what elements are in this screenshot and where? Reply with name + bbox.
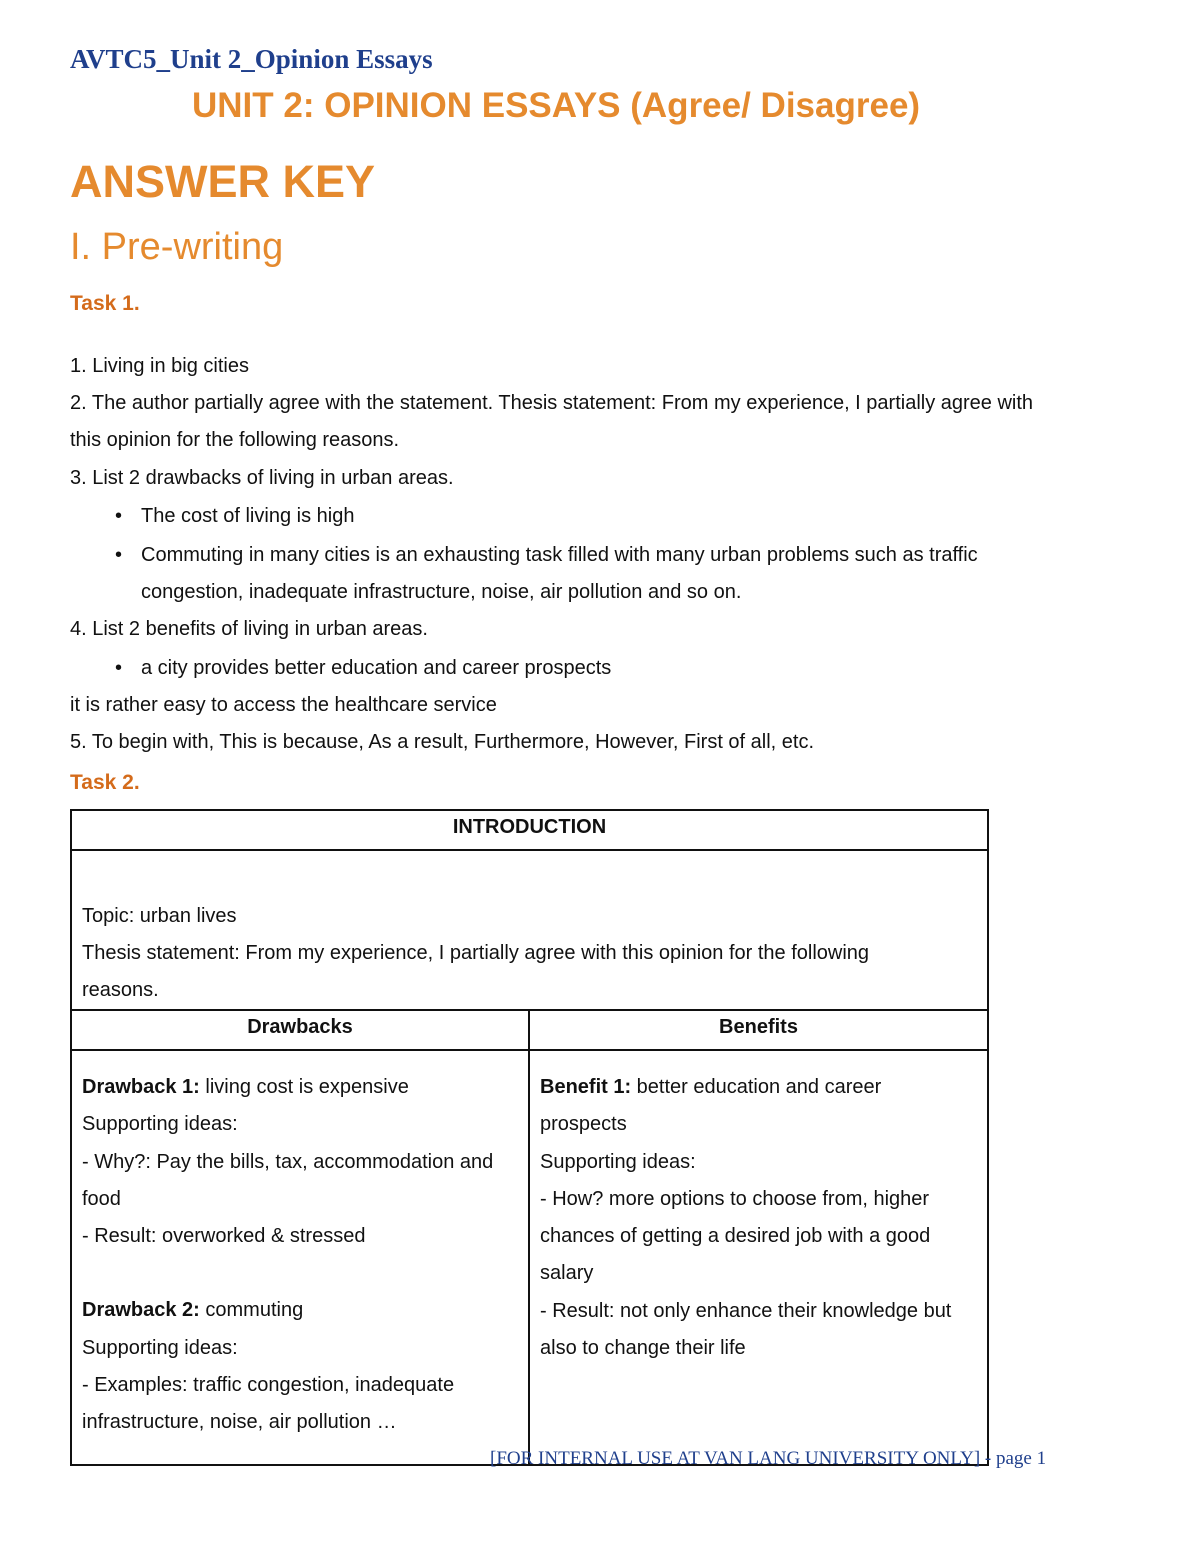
benefit-plain: it is rather easy to access the healthcare service xyxy=(70,694,497,716)
page-footer: [FOR INTERNAL USE AT VAN LANG UNIVERSITY ONLY] - page 1 xyxy=(490,1448,1047,1469)
benefit1-support: Supporting ideas: xyxy=(540,1150,696,1173)
drawback2-label: Drawback 2: xyxy=(82,1299,200,1322)
task1-item2a: 2. The author partially agree with the statement. Thesis statement: From my experience, I partially agree with xyxy=(70,392,1034,414)
unit-title: UNIT 2: OPINION ESSAYS (Agree/ Disagree) xyxy=(192,86,921,125)
benefit-bullet: a city provides better education and career prospects xyxy=(141,657,612,679)
task2-label: Task 2. xyxy=(70,771,140,794)
introduction-body xyxy=(71,850,988,1010)
drawback2-examples: - Examples: traffic congestion, inadequate infrastructure, noise, air pollution … xyxy=(82,1374,455,1434)
drawback2-text: commuting xyxy=(199,1299,304,1322)
benefit1-result: - Result: not only enhance their knowledge but also to change their life xyxy=(540,1299,952,1360)
bullet-dot: • xyxy=(115,657,123,679)
drawback1-label: Drawback 1: xyxy=(82,1076,200,1098)
outline-table xyxy=(70,809,989,1466)
task1-label: Task 1. xyxy=(70,292,140,315)
drawbacks-header: Drawbacks xyxy=(71,1010,529,1050)
drawback2-support: Supporting ideas: xyxy=(82,1336,238,1359)
drawback1-support: Supporting ideas: xyxy=(82,1113,238,1136)
section-heading: I. Pre-writing xyxy=(70,226,284,268)
bullet-dot: • xyxy=(115,544,123,566)
answer-key-heading: ANSWER KEY xyxy=(70,156,376,207)
drawback-bullet-2: Commuting in many cities is an exhausting task filled with many urban problems such as traffic xyxy=(141,544,978,566)
topic-line: Topic: urban lives xyxy=(82,905,237,927)
bullet-dot: • xyxy=(115,505,123,527)
document-header: AVTC5_Unit 2_Opinion Essays xyxy=(70,44,433,74)
drawback1-result: - Result: overworked & stressed xyxy=(82,1225,366,1248)
thesis-line: Thesis statement: From my experience, I partially agree with this opinion for the following reasons. xyxy=(82,942,870,1001)
benefit1-text: better education and career prospects xyxy=(540,1076,882,1136)
benefits-column xyxy=(529,1050,988,1465)
task1-item2b: this opinion for the following reasons. xyxy=(70,429,400,451)
drawback-bullet-2-cont: congestion, inadequate infrastructure, noise, air pollution and so on. xyxy=(141,581,742,603)
task1-item1: 1. Living in big cities xyxy=(70,355,249,377)
task1-item4: 4. List 2 benefits of living in urban areas. xyxy=(70,618,428,640)
drawback1-text: living cost is expensive xyxy=(199,1076,409,1098)
drawback1-why: - Why?: Pay the bills, tax, accommodation and food xyxy=(82,1150,494,1210)
task1-item5: 5. To begin with, This is because, As a result, Furthermore, However, First of all, etc. xyxy=(70,731,815,753)
task1-item3: 3. List 2 drawbacks of living in urban areas. xyxy=(70,467,454,489)
benefit1-label: Benefit 1: xyxy=(540,1076,632,1098)
drawback-bullet-1: The cost of living is high xyxy=(141,505,355,527)
introduction-header: INTRODUCTION xyxy=(71,810,988,850)
drawbacks-column xyxy=(71,1050,529,1465)
benefit1-how: - How? more options to choose from, higher chances of getting a desired job with a good salary xyxy=(540,1187,931,1285)
benefits-header: Benefits xyxy=(529,1010,988,1050)
